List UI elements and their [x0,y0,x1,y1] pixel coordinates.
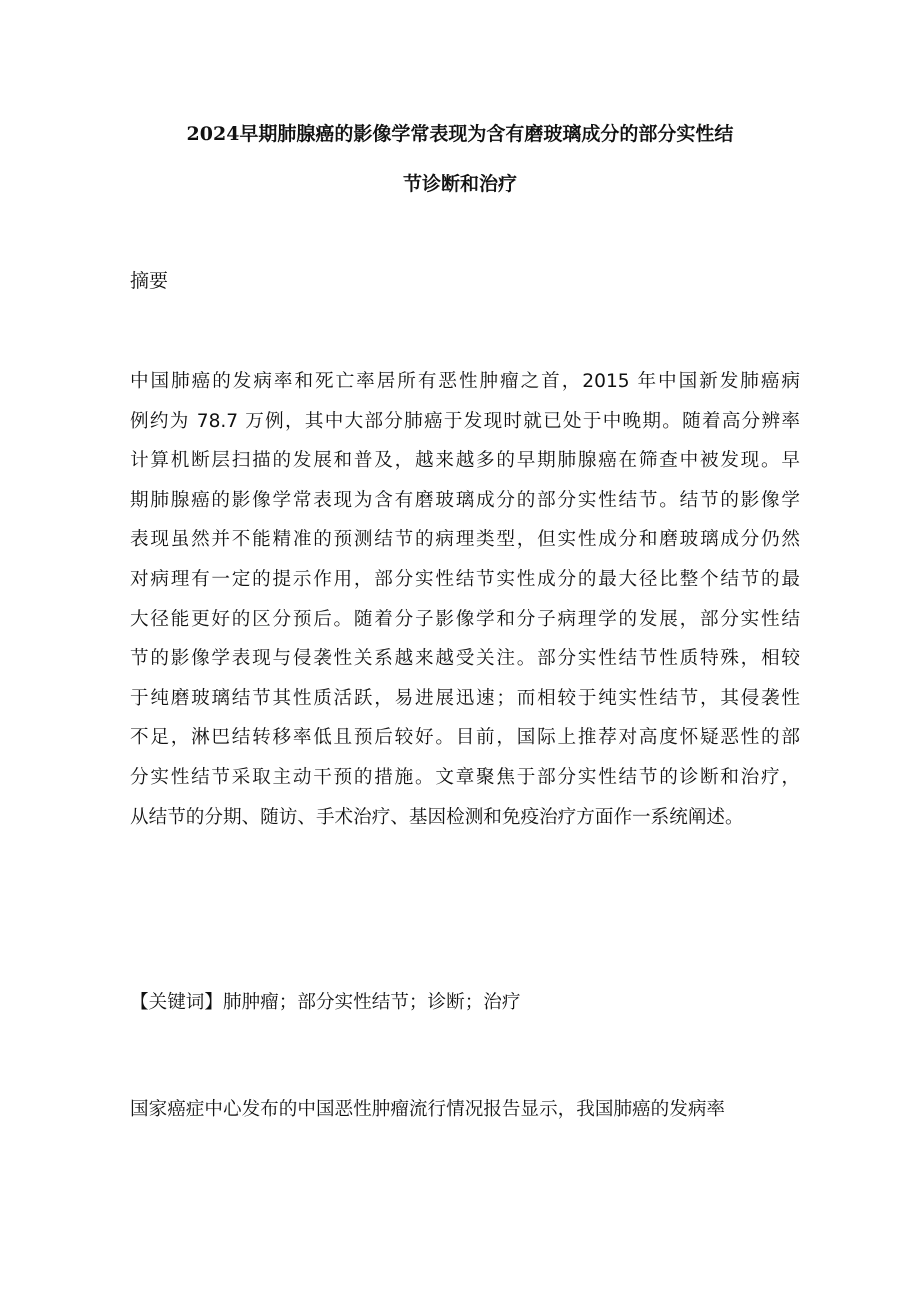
abstract-heading: 摘要 [130,270,169,292]
document-title-line-2: 节诊断和治疗 [402,173,517,195]
keywords-line: 【关键词】肺肿瘤；部分实性结节；诊断；治疗 [130,992,521,1013]
abstract-line: 分实性结节采取主动干预的措施。文章聚焦于部分实性结节的诊断和治疗， [130,766,800,788]
abstract-line: 例约为 78.7 万例，其中大部分肺癌于发现时就已处于中晚期。随着高分辨率 [130,410,800,432]
abstract-line: 大径能更好的区分预后。随着分子影像学和分子病理学的发展，部分实性结 [130,608,800,630]
abstract-line: 中国肺癌的发病率和死亡率居所有恶性肿瘤之首，2015 年中国新发肺癌病 [130,371,800,392]
abstract-line: 不足，淋巴结转移率低且预后较好。目前，国际上推荐对高度怀疑恶性的部 [130,727,800,749]
abstract-line: 节的影像学表现与侵袭性关系越来越受关注。部分实性结节性质特殊，相较 [130,648,800,670]
abstract-line: 对病理有一定的提示作用，部分实性结节实性成分的最大径比整个结节的最 [130,568,800,590]
abstract-line: 表现虽然并不能精准的预测结节的病理类型，但实性成分和磨玻璃成分仍然 [130,529,800,551]
abstract-line: 从结节的分期、随访、手术治疗、基因检测和免疫治疗方面作一系统阐述。 [130,806,744,828]
abstract-body [130,362,800,837]
body-paragraph-first-line: 国家癌症中心发布的中国恶性肿瘤流行情况报告显示，我国肺癌的发病率 [130,1099,726,1120]
abstract-line: 于纯磨玻璃结节其性质活跃，易进展迅速；而相较于纯实性结节，其侵袭性 [130,687,800,709]
abstract-line: 计算机断层扫描的发展和普及，越来越多的早期肺腺癌在筛查中被发现。早 [130,450,800,472]
document-title-line-1: 2024早期肺腺癌的影像学常表现为含有磨玻璃成分的部分实性结 [186,123,734,145]
abstract-line: 期肺腺癌的影像学常表现为含有磨玻璃成分的部分实性结节。结节的影像学 [130,489,800,511]
